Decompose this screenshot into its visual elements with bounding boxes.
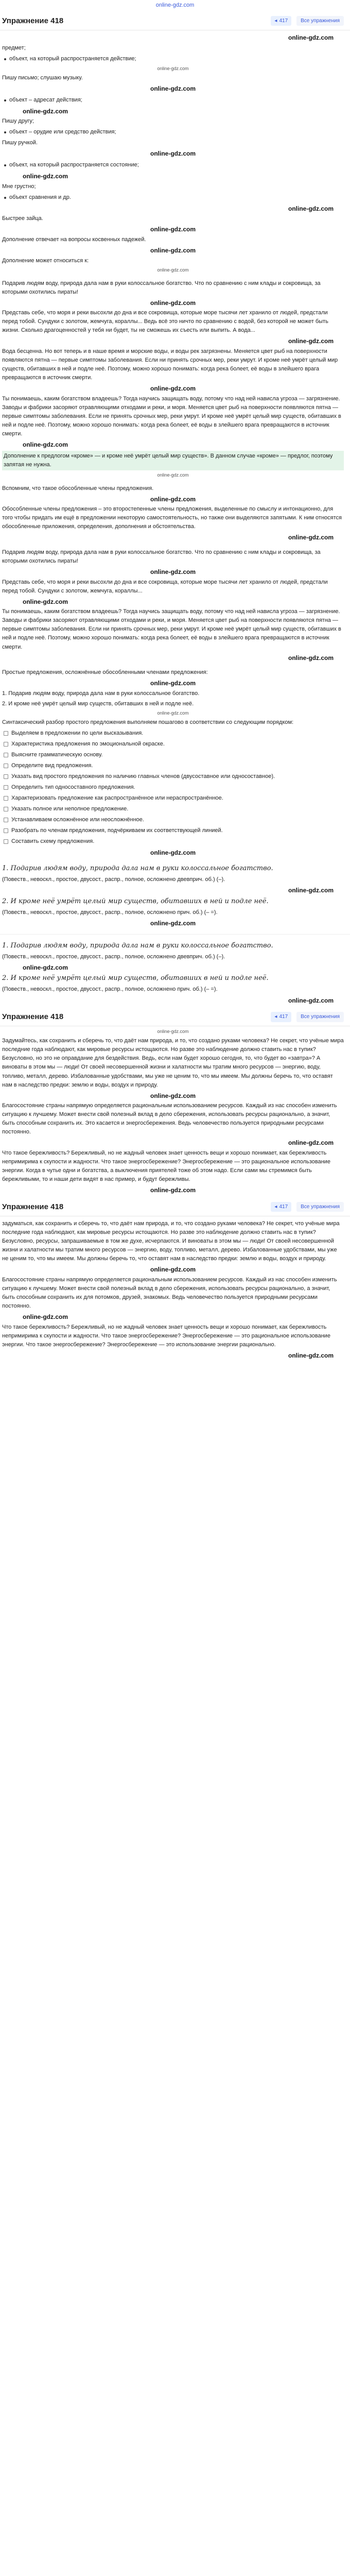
watermark: online-gdz.com — [150, 919, 196, 927]
content-section-3 — [0, 1216, 350, 1363]
paragraph: Что такое бережливость? Бережливый, но не жадный человек знает ценность вещи и хорошо понимает, как бережливость непримирима к скупости и жадности. Что такое энергосбережение? Энергосбережение — это рациональное использование энергии. Когда в чутье одни и богатства, а выключения приятелей тоже об этом надо. Если сами мы стремимся быть бережливыми, то и наши дети видят в нас пример, и будут бережливы. — [2, 1149, 330, 1183]
watermark-small: online-gdz.com — [157, 65, 189, 71]
watermark: online-gdz.com — [150, 84, 196, 92]
step-item: Устанавливаем осложнённое или неосложнённое. — [2, 816, 344, 824]
paragraph: задуматься, как сохранить и сберечь то, что даёт нам природа, и то, что создано руками человека? Не секрет, что учёные мира последние года наблюдают, как мировые ресурсы истощаются. Но разве это наблюдение должно ставить нас в тупик? Безусловно, ресурсы, запрашиваемые в том же духе, исчерпаются. И виноваты в этом мы — люди! От своей несовершенной жизни и халатности мы тратим много ресурсов — энергию, воду, топливо, металл, дерево. Избалованные удобствами, мы уже не ценим то, что мы имеем. Мы должны беречь то, что оставят нам в наследство предки: землю и воды, воздух и природу. — [2, 1221, 340, 1262]
step-item: Разобрать по членам предложения, подчёркиваем их соответствующей линией. — [2, 826, 344, 835]
plan-title: Синтаксический разбор простого предложения выполняем пошагово в соответствии со следующим порядком: — [2, 719, 294, 725]
watermark: online-gdz.com — [150, 568, 196, 576]
watermark: online-gdz.com — [23, 598, 68, 605]
watermark: online-gdz.com — [288, 1139, 334, 1147]
watermark: online-gdz.com — [150, 1187, 196, 1194]
question-line: Вспомним, что такое обособленные члены предложения. — [2, 485, 154, 492]
parsed-sentence: 1. Подарив людям воду, природа дала нам в руки колоссальное богатство. — [2, 865, 273, 872]
object-list-4 — [2, 161, 344, 170]
paragraph: Подарив людям воду, природа дала нам в руки колоссальное богатство. Что по сравнению с ним клады и сокровища, за которыми охотились пираты! — [2, 280, 321, 295]
example-line: Быстрее зайца. — [2, 215, 43, 222]
watermark-small: online-gdz.com — [157, 472, 189, 478]
paragraph: Представь себе, что моря и реки высохли до дна и все сокровища, которые море тысячи лет хранило от людей, предстали перед тобой. Сундуки с золотом, жемчуга, кораллы... Ведь всё это ничто по сравнению с водой, без которой не может быть жизни. Сколько драгоценностей у тебя ни будет, ты не сможешь их съесть или выпить. А вода... — [2, 310, 328, 334]
example-line: Пишу другу; — [2, 118, 34, 125]
arrow-left-icon: ◂ — [274, 1014, 277, 1020]
prev-exercise-label: 417 — [279, 18, 288, 24]
divider — [0, 934, 350, 935]
paragraph: Представь себе, что моря и реки высохли до дна и все сокровища, которые море тысячи лет хранило от людей, предстали перед тобой. Сундуки с золотом, жемчуга, кораллы... — [2, 579, 328, 594]
example-line: Мне грустно; — [2, 183, 36, 190]
watermark: online-gdz.com — [150, 299, 196, 307]
list-item: объект, на который распространяется действие; — [2, 55, 344, 63]
watermark: online-gdz.com — [288, 34, 334, 42]
paragraph: Вода бесценна. Но вот теперь и в наше время и морские воды, и воды рек загрязнены. Меняется цвет рыб на поверхности появляются пятна — первые симптомы заболевания. Если ни принять срочных мер, реки умрут. И кроме неё умрёт целый мир существ, обитавших в ней и подле неё. Поэтому, можно хорошо понимать: когда река болеет, её воды в злейшего врага превращаются в источник смерти. — [2, 348, 338, 381]
paragraph: Благосостояние страны напрямую определяется рациональным использованием ресурсов. Каждый из нас способен изменить ситуацию к лучшему. Может внести свой полезный вклад в дело сбережения, использовать ресурсы рационально, а значит, быть способным сохранить их. Это касается и энергосбережения. Ведь человечество пользуется природными ресурсами постоянно. — [2, 1103, 337, 1136]
content-section-2 — [0, 1026, 350, 1197]
step-item: Определить тип односоставного предложения. — [2, 783, 344, 792]
answer-paragraph: Обособленные члены предложения – это второстепенные члены предложения, выделенные по смыслу и интонационно, для того чтобы придать им ещё в предложении некоторую самостоятельность, но также они выделяются запятыми. К ним относятся обособленные приложения, определения, дополнения и обстоятельства. — [2, 506, 342, 530]
list-item: объект сравнения и др. — [2, 193, 344, 202]
summary-line: Дополнение отвечает на вопросы косвенных падежей. — [2, 236, 146, 243]
watermark: online-gdz.com — [288, 534, 334, 541]
summary-line: Дополнение может относиться к: — [2, 257, 89, 264]
watermark: online-gdz.com — [288, 205, 334, 212]
watermark: online-gdz.com — [150, 226, 196, 233]
list-item: объект, на который распространяется состояние; — [2, 161, 344, 170]
step-item: Определите вид предложения. — [2, 761, 344, 770]
watermark-small: online-gdz.com — [157, 1029, 189, 1035]
header-actions — [271, 1202, 344, 1212]
exercise-title: Упражнение 418 — [2, 1202, 64, 1211]
watermark: online-gdz.com — [23, 107, 68, 115]
watermark: online-gdz.com — [23, 963, 68, 971]
exercise-title: Упражнение 418 — [2, 16, 64, 26]
paragraph: Задумайтесь, как сохранить и сберечь то, что даёт нам природа, и то, что создано руками человека? Не секрет, что учёные мира последние года наблюдают, как мировые ресурсы истощаются. Но разве это наблюдение должно ставить нас в тупик? Безусловно, но это не оправдание для бездействия. Ведь, если нам будет хорошо сегодня, то, что будет во «завтра»? А виноваты в этом мы — люди! От своей несовершенной жизни и халатности мы тратим много ресурсов — энергию, воду, топливо, металл, дерево. Избалованные удобствами, мы уже не ценим то, что мы имеем. Мы должны беречь то, что оставят нам в наследство предки: землю и воды, воздух и природу. — [2, 1038, 344, 1088]
prev-exercise-button[interactable] — [271, 1202, 291, 1212]
content-question — [0, 481, 350, 545]
site-brand-top[interactable]: online-gdz.com — [155, 2, 195, 8]
object-list-2 — [2, 96, 344, 105]
watermark: online-gdz.com — [288, 654, 334, 662]
object-list — [2, 55, 344, 63]
watermark: online-gdz.com — [150, 246, 196, 254]
watermark: online-gdz.com — [288, 887, 334, 894]
prev-exercise-label: 417 — [279, 1204, 288, 1210]
sentence-line: 1. Подарив людям воду, природа дала нам в руки колоссальное богатство. — [2, 690, 200, 697]
paragraph: Благосостояние страны напрямую определяется рациональным использованием ресурсов. Каждый из нас способен изменить ситуацию к лучшему. Может внести свой полезный вклад в дело сбережения, использовать ресурсы рационально, а значит, быть способным сохранить их для потомков, друзей, знакомых. Ведь человечество пользуется природными ресурсами постоянно. — [2, 1276, 337, 1309]
all-exercises-button[interactable]: Все упражнения — [296, 1012, 344, 1022]
watermark: online-gdz.com — [150, 385, 196, 393]
watermark: online-gdz.com — [150, 680, 196, 687]
parse-description: (Повеств., невоскл., простое, двусост., распр., полное, осложнено двевприч. об.) (–). — [2, 876, 225, 883]
parsed-sentence: 1. Подарив людям воду, природа дала нам в руки колоссальное богатство. — [2, 941, 273, 950]
content-simple-sentences — [0, 665, 350, 860]
parsed-sentence: 2. И кроме неё умрёт целый мир существ, обитавших в ней и подле неё. — [2, 974, 269, 982]
example-line: Пишу ручкой. — [2, 140, 38, 146]
prev-exercise-button[interactable] — [271, 16, 291, 26]
prev-exercise-label: 417 — [279, 1014, 288, 1020]
parse-description: (Повеств., невоскл., простое, двусост., распр., полное, осложнено двевприч. об.) (–). — [2, 953, 225, 960]
list-item: объект – адресат действия; — [2, 96, 344, 105]
arrow-left-icon: ◂ — [274, 1204, 277, 1210]
watermark: online-gdz.com — [150, 1266, 196, 1274]
watermark: online-gdz.com — [288, 1351, 334, 1359]
text-line: предмет; — [2, 44, 26, 51]
watermark: online-gdz.com — [288, 996, 334, 1004]
watermark: online-gdz.com — [150, 849, 196, 857]
watermark: online-gdz.com — [150, 495, 196, 503]
paragraph: Что такое бережливость? Бережливый, но не жадный человек знает ценность вещи и хорошо понимает, как бережливость непримирима к скупости и жадности. Что такое энергосбережение? Энергосбережение — это рациональное использование энергии. Что такое энергосбережение? Энергосбережение — это использование энергии рационально. — [2, 1324, 330, 1348]
step-item: Характеристика предложения по эмоциональной окраске. — [2, 740, 344, 749]
watermark: online-gdz.com — [23, 172, 68, 180]
watermark: online-gdz.com — [150, 150, 196, 158]
exercise-header — [0, 12, 350, 30]
highlighted-note: Дополнение к предлогом «кроме» — и кроме неё умрёт целый мир существ». В данном случае «кроме» — предлог, поэтому запятая не нужна. — [2, 451, 344, 470]
watermark: online-gdz.com — [288, 337, 334, 345]
paragraph: Ты понимаешь, каким богатством владеешь? Тогда научись защищать воду, потому что над ней нависла угроза — загрязнение. Заводы и фабрики засоряют отравляющими отходами и реки, и моря. Меняется цвет рыб на поверхности появляются пятна — первые симптомы заболевания. Если ни принять срочных мер, реки умрут. И кроме неё умрёт целый мир существ, обитавших в ней и подле неё. Поэтому, можно хорошо понимать: когда река болеет, её воды в злейшего врага превращаются в источник смерти. — [2, 608, 341, 650]
step-item: Составить схему предложения. — [2, 837, 344, 846]
arrow-left-icon: ◂ — [274, 18, 277, 24]
object-list-5 — [2, 193, 344, 202]
example-line: Пишу письмо; слушаю музыку. — [2, 74, 83, 81]
exercise-header-3 — [0, 1198, 350, 1216]
watermark-small: online-gdz.com — [157, 710, 189, 716]
step-item: Указать вид простого предложения по наличию главных членов (двусоставное или односоставное). — [2, 772, 344, 781]
parsed-sentence: 2. И кроме неё умрёт целый мир существ, обитавших в ней и подле неё. — [2, 897, 269, 905]
exercise-title: Упражнение 418 — [2, 1012, 64, 1022]
all-exercises-button[interactable]: Все упражнения — [296, 16, 344, 26]
intro-line: Простые предложения, осложнённые обособленными членами предложения: — [2, 669, 208, 676]
step-item: Характеризовать предложение как распространённое или нераспространённое. — [2, 794, 344, 803]
exercise-header-2 — [0, 1008, 350, 1026]
watermark: online-gdz.com — [23, 1313, 68, 1321]
step-item: Выделяем в предложении по цели высказывания. — [2, 729, 344, 738]
content-text-2 — [0, 545, 350, 665]
content-parse-1 — [0, 860, 350, 931]
all-exercises-button[interactable]: Все упражнения — [296, 1202, 344, 1212]
step-item: Выясните грамматическую основу. — [2, 751, 344, 759]
content-parse-2 — [0, 938, 350, 1008]
step-item: Указать полное или неполное предложение. — [2, 805, 344, 814]
prev-exercise-button[interactable] — [271, 1012, 291, 1022]
parse-description: (Повеств., невоскл., простое, двусост., распр., полное, осложнено прич. об.) (– =). — [2, 909, 218, 916]
content-section-1 — [0, 30, 350, 276]
watermark-small: online-gdz.com — [157, 267, 189, 273]
object-list-3 — [2, 128, 344, 137]
list-item: объект – орудие или средство действия; — [2, 128, 344, 137]
header-actions — [271, 1012, 344, 1022]
header-actions — [271, 16, 344, 26]
watermark: online-gdz.com — [150, 1092, 196, 1099]
watermark: online-gdz.com — [23, 440, 68, 448]
parse-description: (Повеств., невоскл., простое, двусост., распр., полное, осложнено прич. об.) (– =). — [2, 986, 218, 993]
content-text-1 — [0, 276, 350, 481]
paragraph: Подарив людям воду, природа дала нам в руки колоссальное богатство. Что по сравнению с ним клады и сокровища, за которыми охотились пираты! — [2, 549, 321, 565]
sentence-line: 2. И кроме неё умрёт целый мир существ, обитавших в ней и подле неё. — [2, 700, 194, 707]
parsing-steps-list — [2, 729, 344, 846]
paragraph: Ты понимаешь, каким богатством владеешь? Тогда научись защищать воду, потому что над ней нависла угроза — загрязнение. Заводы и фабрики засоряют отравляющими отходами и реки, и моря. Меняется цвет рыб на поверхности появляются пятна — первые симптомы заболевания. Если не принять срочных мер, реки умрут. И кроме неё умрёт целый мир существ, обитавших в ней и подле неё. Поэтому, можно хорошо понимать: когда река болеет, её воды в злейшего врага превращаются в источник смерти. — [2, 395, 341, 437]
